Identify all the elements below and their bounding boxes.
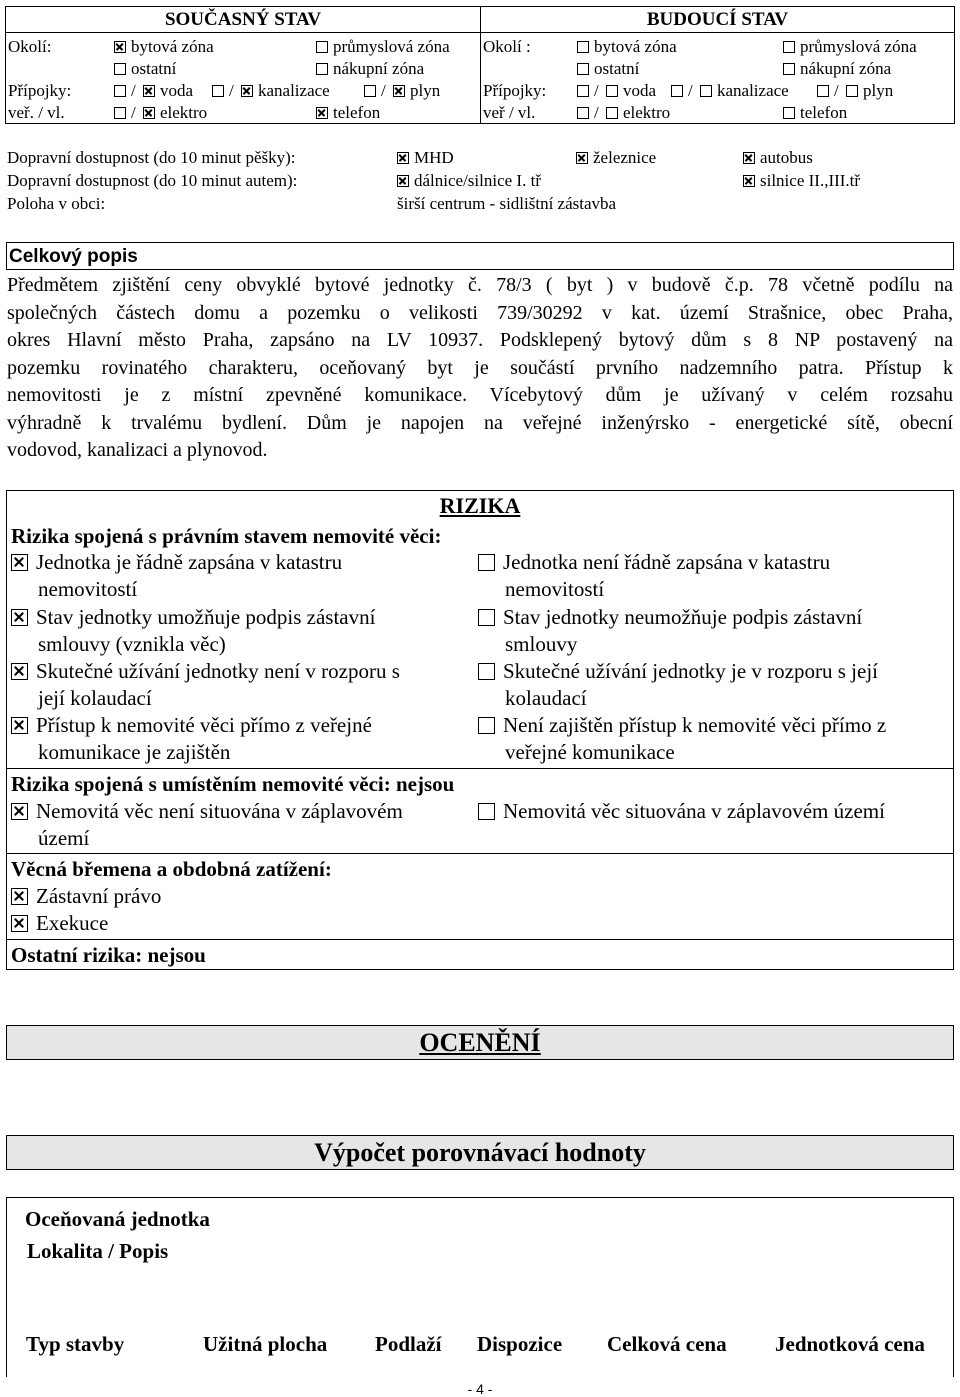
checked-box-icon [743, 152, 755, 164]
future-state-title: BUDOUCÍ STAV [481, 7, 954, 33]
empty-box-icon [114, 85, 126, 97]
risks-box [6, 490, 954, 970]
column-header-layout: Dispozice [477, 1332, 563, 1356]
current-kanalizace[interactable]: / kanalizace [212, 80, 330, 102]
checked-box-icon [576, 152, 588, 164]
checked-box-icon [11, 803, 28, 820]
empty-box-icon [364, 85, 376, 97]
mhd-option[interactable]: MHD [397, 146, 454, 169]
future-bytova-zona[interactable]: bytová zóna [577, 36, 677, 58]
burdens-heading: Věcná břemena a obdobná zatížení: [11, 857, 332, 881]
divider [7, 768, 953, 769]
risks-title: RIZIKA [439, 493, 521, 518]
future-okoli-label: Okolí : [483, 37, 531, 56]
current-elektro[interactable]: / elektro [114, 102, 207, 124]
walk-access-label: Dopravní dostupnost (do 10 minut pěšky): [7, 148, 296, 167]
valuation-title: OCENĚNÍ [419, 1028, 541, 1057]
current-ostatni[interactable]: ostatní [114, 58, 176, 80]
checked-box-icon [743, 175, 755, 187]
description-heading-box [6, 242, 954, 270]
description-text [7, 272, 953, 465]
comparison-title: Výpočet porovnávací hodnoty [314, 1138, 646, 1167]
empty-box-icon [846, 85, 858, 97]
comparison-banner [6, 1135, 954, 1170]
empty-box-icon [606, 85, 618, 97]
checked-box-icon [11, 717, 28, 734]
future-elektro[interactable]: / elektro [577, 102, 670, 124]
checked-box-icon [11, 888, 28, 905]
description-line: společných částech domu a pozemku o velikosti 739/30292 v kat. území Strašnice, obec Praha, [7, 301, 953, 324]
current-state-box [5, 6, 481, 124]
future-kanalizace[interactable]: / kanalizace [671, 80, 789, 102]
current-voda[interactable]: / voda [114, 80, 193, 102]
legal-item-right[interactable]: Není zajištěn přístup k nemovité věci přímo z veřejné komunikace [478, 712, 933, 766]
future-pripojky-label: Přípojky: [483, 81, 547, 100]
empty-box-icon [577, 63, 589, 75]
page-number: - 4 - [467, 1381, 493, 1397]
description-heading: Celkový popis [9, 246, 138, 267]
column-header-unit-price: Jednotková cena [775, 1332, 925, 1356]
legal-item-left[interactable]: Skutečné užívání jednotky není v rozporu s její kolaudací [11, 658, 466, 712]
current-telefon[interactable]: telefon [316, 102, 380, 124]
location-label: Poloha v obci: [7, 194, 106, 213]
checked-box-icon [114, 41, 126, 53]
current-pripojky-label: Přípojky: [8, 81, 72, 100]
valued-unit-label: Oceňovaná jednotka [25, 1207, 210, 1231]
checked-box-icon [11, 609, 28, 626]
current-prumyslova-zona[interactable]: průmyslová zóna [316, 36, 450, 58]
current-nakupni-zona[interactable]: nákupní zóna [316, 58, 424, 80]
empty-box-icon [783, 63, 795, 75]
checked-box-icon [397, 175, 409, 187]
burden-item[interactable]: Zástavní právo [11, 883, 161, 910]
current-plyn[interactable]: / plyn [364, 80, 440, 102]
checked-box-icon [143, 107, 155, 119]
empty-box-icon [817, 85, 829, 97]
location-risks-heading: Rizika spojená s umístěním nemovité věci: nejsou [11, 772, 455, 796]
autobus-option[interactable]: autobus [743, 146, 813, 169]
divider [7, 939, 953, 940]
dalnice-option[interactable]: dálnice/silnice I. tř [397, 169, 541, 192]
legal-risks-heading: Rizika spojená s právním stavem nemovité věci: [11, 524, 442, 548]
legal-item-left[interactable]: Stav jednotky umožňuje podpis zástavní smlouvy (vznikla věc) [11, 604, 466, 658]
future-plyn[interactable]: / plyn [817, 80, 893, 102]
empty-box-icon [114, 63, 126, 75]
current-okoli-label: Okolí: [8, 37, 52, 56]
empty-box-icon [783, 107, 795, 119]
empty-box-icon [316, 63, 328, 75]
empty-box-icon [114, 107, 126, 119]
future-telefon[interactable]: telefon [783, 102, 847, 124]
legal-item-right[interactable]: Stav jednotky neumožňuje podpis zástavní smlouvy [478, 604, 933, 658]
legal-item-right[interactable]: Skutečné užívání jednotky je v rozporu s její kolaudací [478, 658, 933, 712]
empty-box-icon [478, 717, 495, 734]
checked-box-icon [143, 85, 155, 97]
checked-box-icon [393, 85, 405, 97]
empty-box-icon [577, 107, 589, 119]
other-risks-heading: Ostatní rizika: nejsou [11, 943, 206, 967]
car-access-label: Dopravní dostupnost (do 10 minut autem): [7, 171, 298, 190]
empty-box-icon [671, 85, 683, 97]
empty-box-icon [212, 85, 224, 97]
empty-box-icon [577, 41, 589, 53]
description-line: vodovod, kanalizaci a plynovod. [7, 439, 268, 461]
empty-box-icon [478, 554, 495, 571]
description-line: nemovitosti je z místní zpevněné komunikace. Vícebytový dům je užívaný v celém rozsahu [7, 384, 953, 406]
checked-box-icon [11, 915, 28, 932]
locality-label: Lokalita / Popis [27, 1239, 169, 1263]
description-line: Předmětem zjištění ceny obvyklé bytové jednotky č. 78/3 ( byt ) v budově č.p. 78 včetně podílu na [7, 274, 953, 296]
legal-item-left[interactable]: Jednotka je řádně zapsána v katastru nemovitostí [11, 549, 466, 603]
column-header-total-price: Celková cena [607, 1332, 727, 1356]
future-prumyslova-zona[interactable]: průmyslová zóna [783, 36, 917, 58]
empty-box-icon [606, 107, 618, 119]
description-line: okres Hlavní město Praha, zapsáno na LV 10937. Podsklepený bytový dům s 8 NP postavený na [7, 329, 953, 351]
empty-box-icon [577, 85, 589, 97]
legal-item-right[interactable]: Jednotka není řádně zapsána v katastru nemovitostí [478, 549, 933, 603]
burden-item[interactable]: Exekuce [11, 910, 108, 937]
future-nakupni-zona[interactable]: nákupní zóna [783, 58, 891, 80]
divider [7, 853, 953, 854]
column-header-floor: Podlaží [375, 1332, 442, 1356]
future-voda[interactable]: / voda [577, 80, 656, 102]
future-ostatni[interactable]: ostatní [577, 58, 639, 80]
empty-box-icon [478, 803, 495, 820]
future-state-box [480, 6, 955, 124]
checked-box-icon [11, 554, 28, 571]
empty-box-icon [478, 663, 495, 680]
description-line: pozemku rovinatého charakteru, oceňovaný byt je součástí prvního nadzemního patra. Přístup k [7, 356, 953, 379]
current-bytova-zona[interactable]: bytová zóna [114, 36, 214, 58]
column-header-type: Typ stavby [26, 1332, 125, 1356]
empty-box-icon [700, 85, 712, 97]
column-header-area: Užitná plocha [203, 1332, 328, 1356]
empty-box-icon [478, 609, 495, 626]
silnice-option[interactable]: silnice II.,III.tř [743, 169, 860, 192]
checked-box-icon [11, 663, 28, 680]
unit-box [6, 1197, 954, 1377]
location-item-right[interactable]: Nemovitá věc situována v záplavovém území [478, 798, 933, 825]
location-item-left[interactable]: Nemovitá věc není situována v záplavovém území [11, 798, 466, 852]
valuation-banner [6, 1025, 954, 1060]
empty-box-icon [783, 41, 795, 53]
current-verej-label: veř. / vl. [8, 103, 65, 122]
empty-box-icon [316, 41, 328, 53]
legal-item-left[interactable]: Přístup k nemovité věci přímo z veřejné komunikace je zajištěn [11, 712, 466, 766]
zeleznice-option[interactable]: železnice [576, 146, 656, 169]
checked-box-icon [241, 85, 253, 97]
location-value: širší centrum - sidlištní zástavba [397, 194, 617, 213]
future-verej-label: veř / vl. [483, 103, 536, 122]
current-state-title: SOUČASNÝ STAV [6, 7, 480, 33]
checked-box-icon [397, 152, 409, 164]
checked-box-icon [316, 107, 328, 119]
description-line: výhradně k trvalému bydlení. Dům je napojen na veřejné inženýrsko - energetické sítě, obecní [7, 411, 953, 434]
